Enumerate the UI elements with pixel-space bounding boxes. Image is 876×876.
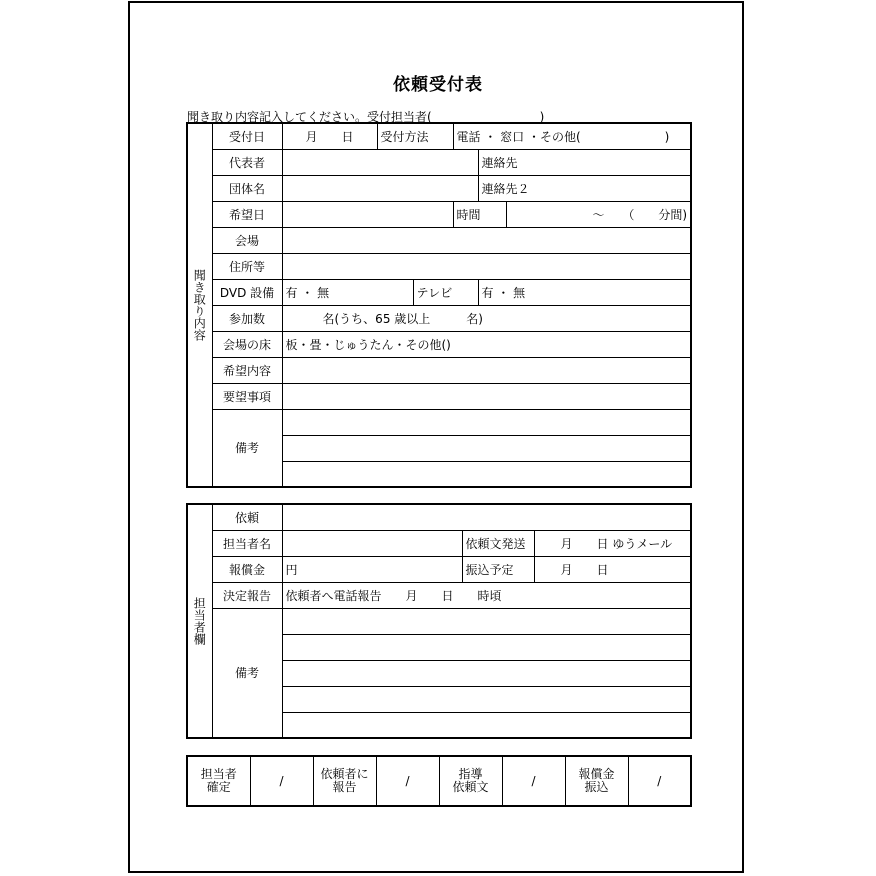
request-field[interactable]: [282, 504, 691, 530]
notes2-line[interactable]: [282, 634, 691, 660]
notes2-line[interactable]: [282, 608, 691, 634]
decision-report-field[interactable]: 依頼者へ電話報告 月 日 時頃: [282, 582, 691, 608]
received-date-value[interactable]: 月 日: [282, 123, 377, 149]
client-report-label-2: 報告: [332, 780, 357, 794]
label-method: 受付方法: [377, 123, 453, 149]
label-desired-date: 希望日: [212, 201, 282, 227]
staff-confirm-field[interactable]: /: [250, 756, 313, 806]
staff-confirm-label: [187, 756, 250, 806]
notes2-line[interactable]: [282, 712, 691, 738]
staff-name-field[interactable]: [282, 530, 462, 556]
label-group: 団体名: [212, 175, 282, 201]
desired-content-field[interactable]: [282, 357, 691, 383]
representative-field[interactable]: [282, 149, 478, 175]
label-decision-report: 決定報告: [212, 582, 282, 608]
attendance-field[interactable]: 名(うち、65 歳以上 名): [282, 305, 691, 331]
honorarium-transfer-label-1: 報償金: [578, 767, 615, 781]
requests-field[interactable]: [282, 383, 691, 409]
address-field[interactable]: [282, 253, 691, 279]
guidance-letter-label-1: 指導: [458, 767, 483, 781]
honorarium-field[interactable]: 円: [282, 556, 462, 582]
section2-side-label: 担当者欄: [187, 504, 212, 738]
label-contact: 連絡先: [478, 149, 691, 175]
tv-options[interactable]: 有 ・ 無: [478, 279, 691, 305]
label-received-date: 受付日: [212, 123, 282, 149]
label-letter-sent: 依頼文発送: [462, 530, 534, 556]
notes1-line[interactable]: [282, 461, 691, 487]
section2-table: [186, 503, 692, 739]
form-title: 依頼受付表: [393, 75, 483, 95]
label-transfer-plan: 振込予定: [462, 556, 534, 582]
label-notes1: 備考: [212, 409, 282, 487]
label-dvd: DVD 設備: [212, 279, 282, 305]
guidance-letter-label: [439, 756, 502, 806]
notes2-line[interactable]: [282, 660, 691, 686]
letter-sent-field[interactable]: 月 日 ゆうメール: [534, 530, 691, 556]
method-options[interactable]: 電話 ・ 窓口 ・その他( ): [453, 123, 691, 149]
label-representative: 代表者: [212, 149, 282, 175]
guidance-letter-label-2: 依頼文: [452, 780, 489, 794]
label-contact2: 連絡先２: [478, 175, 691, 201]
desired-date-field[interactable]: [282, 201, 453, 227]
label-request: 依頼: [212, 504, 282, 530]
label-floor: 会場の床: [212, 331, 282, 357]
staff-confirm-label-2: 確定: [206, 780, 231, 794]
client-report-field[interactable]: /: [376, 756, 439, 806]
section3-table: [186, 755, 692, 807]
label-honorarium: 報償金: [212, 556, 282, 582]
label-requests: 要望事項: [212, 383, 282, 409]
client-report-label-1: 依頼者に: [320, 767, 369, 781]
honorarium-transfer-label-2: 振込: [584, 780, 609, 794]
group-field[interactable]: [282, 175, 478, 201]
label-address: 住所等: [212, 253, 282, 279]
label-tv: テレビ: [413, 279, 478, 305]
label-attendance: 参加数: [212, 305, 282, 331]
notes1-line[interactable]: [282, 409, 691, 435]
section1-table: [186, 122, 692, 488]
floor-options[interactable]: 板・畳・じゅうたん・その他(): [282, 331, 691, 357]
notes2-line[interactable]: [282, 686, 691, 712]
label-desired-content: 希望内容: [212, 357, 282, 383]
honorarium-transfer-field[interactable]: /: [628, 756, 691, 806]
transfer-plan-field[interactable]: 月 日: [534, 556, 691, 582]
guidance-letter-field[interactable]: /: [502, 756, 565, 806]
time-field[interactable]: ～ （ 分間): [506, 201, 691, 227]
intro-text: 聞き取り内容記入してください。受付担当者( ): [187, 110, 545, 124]
label-venue: 会場: [212, 227, 282, 253]
notes1-line[interactable]: [282, 435, 691, 461]
staff-confirm-label-1: 担当者: [200, 767, 237, 781]
label-time: 時間: [453, 201, 506, 227]
client-report-label: [313, 756, 376, 806]
honorarium-transfer-label: [565, 756, 628, 806]
venue-field[interactable]: [282, 227, 691, 253]
section1-side-label: 聞き取り内容: [187, 123, 212, 487]
dvd-options[interactable]: 有 ・ 無: [282, 279, 413, 305]
label-notes2: 備考: [212, 608, 282, 738]
label-staff-name: 担当者名: [212, 530, 282, 556]
